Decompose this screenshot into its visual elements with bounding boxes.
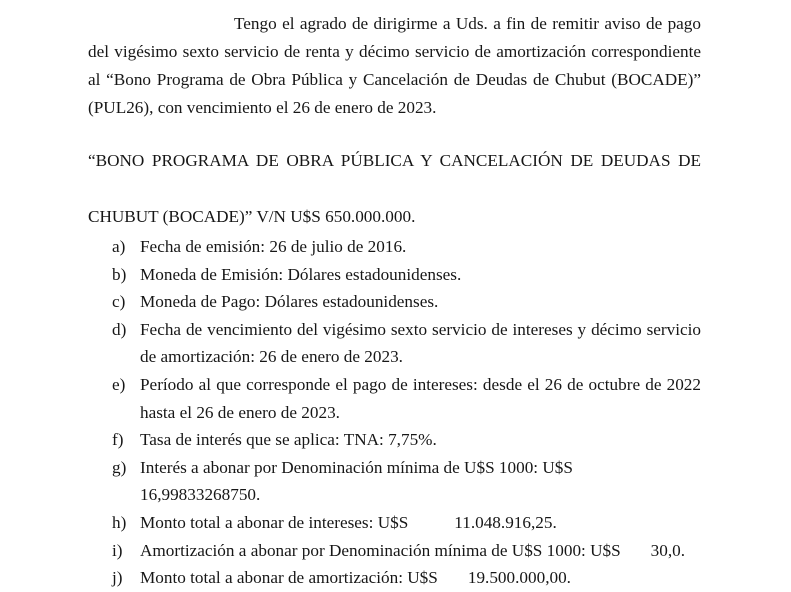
list-item-label: Monto total a abonar de amortización: U$S	[140, 568, 438, 588]
list-item-label: Interés a abonar por Denominación mínima de U$S 1000: U$S	[140, 457, 573, 477]
list-item-text: Fecha de vencimiento del vigésimo sexto servicio de intereses y décimo servicio de amortización: 26 de enero de 2023.	[140, 319, 701, 367]
list-item	[88, 454, 701, 509]
bond-title-line-1: “BONO PROGRAMA DE OBRA PÚBLICA Y CANCELACIÓN DE DEUDAS DE	[88, 151, 701, 170]
list-item	[88, 288, 701, 316]
list-item-marker: i)	[112, 540, 123, 560]
list-item-text: Moneda de Pago: Dólares estadounidenses.	[140, 292, 439, 312]
bond-detail-list	[88, 233, 701, 592]
list-item	[88, 316, 701, 371]
list-item-amount: 19.500.000,00.	[467, 568, 571, 588]
list-item-marker: g)	[112, 457, 127, 477]
list-item-text	[140, 564, 701, 592]
list-item-amount: 11.048.916,25.	[454, 512, 557, 532]
bond-title-block	[88, 147, 701, 231]
list-item-marker: c)	[112, 292, 126, 312]
list-item-marker: e)	[112, 374, 126, 394]
list-item-marker: d)	[112, 319, 127, 339]
list-item-label: Monto total a abonar de intereses: U$S	[140, 512, 409, 532]
list-item-marker: f)	[112, 430, 124, 450]
list-item-text: Fecha de emisión: 26 de julio de 2016.	[140, 237, 407, 256]
list-item	[88, 233, 701, 261]
list-item-amount: 30,0.	[650, 540, 686, 560]
list-item-text	[140, 509, 701, 537]
list-item-marker: a)	[112, 237, 126, 256]
list-item	[88, 426, 701, 454]
bond-title-line-2: CHUBUT (BOCADE)” V/N U$S 650.000.000.	[88, 207, 416, 226]
list-item-marker: j)	[112, 568, 123, 588]
list-item	[88, 261, 701, 289]
list-item	[88, 371, 701, 426]
list-item	[88, 564, 701, 592]
list-item-text	[140, 454, 701, 509]
list-item-text: Tasa de interés que se aplica: TNA: 7,75%.	[140, 430, 437, 450]
document-content	[88, 0, 701, 592]
list-item-marker: h)	[112, 512, 127, 532]
list-item-text	[140, 537, 701, 565]
list-item-amount: 16,99833268750.	[140, 485, 261, 505]
list-item-text: Período al que corresponde el pago de intereses: desde el 26 de octubre de 2022 hasta el 26 de enero de 2023.	[140, 374, 701, 422]
list-item-text: Moneda de Emisión: Dólares estadounidenses.	[140, 264, 462, 284]
list-item	[88, 509, 701, 537]
list-item-marker: b)	[112, 264, 127, 284]
intro-paragraph: Tengo el agrado de dirigirme a Uds. a fin de remitir aviso de pago del vigésimo sexto servicio de renta y décimo servicio de amortización correspondiente al “Bono Programa de Obra Pública y Cancelación de Deudas de Chubut (BOCADE)” (PUL26), con vencimiento el 26 de enero de 2023.	[88, 14, 701, 117]
list-item-label: Amortización a abonar por Denominación mínima de U$S 1000: U$S	[140, 540, 621, 560]
list-item	[88, 537, 701, 565]
